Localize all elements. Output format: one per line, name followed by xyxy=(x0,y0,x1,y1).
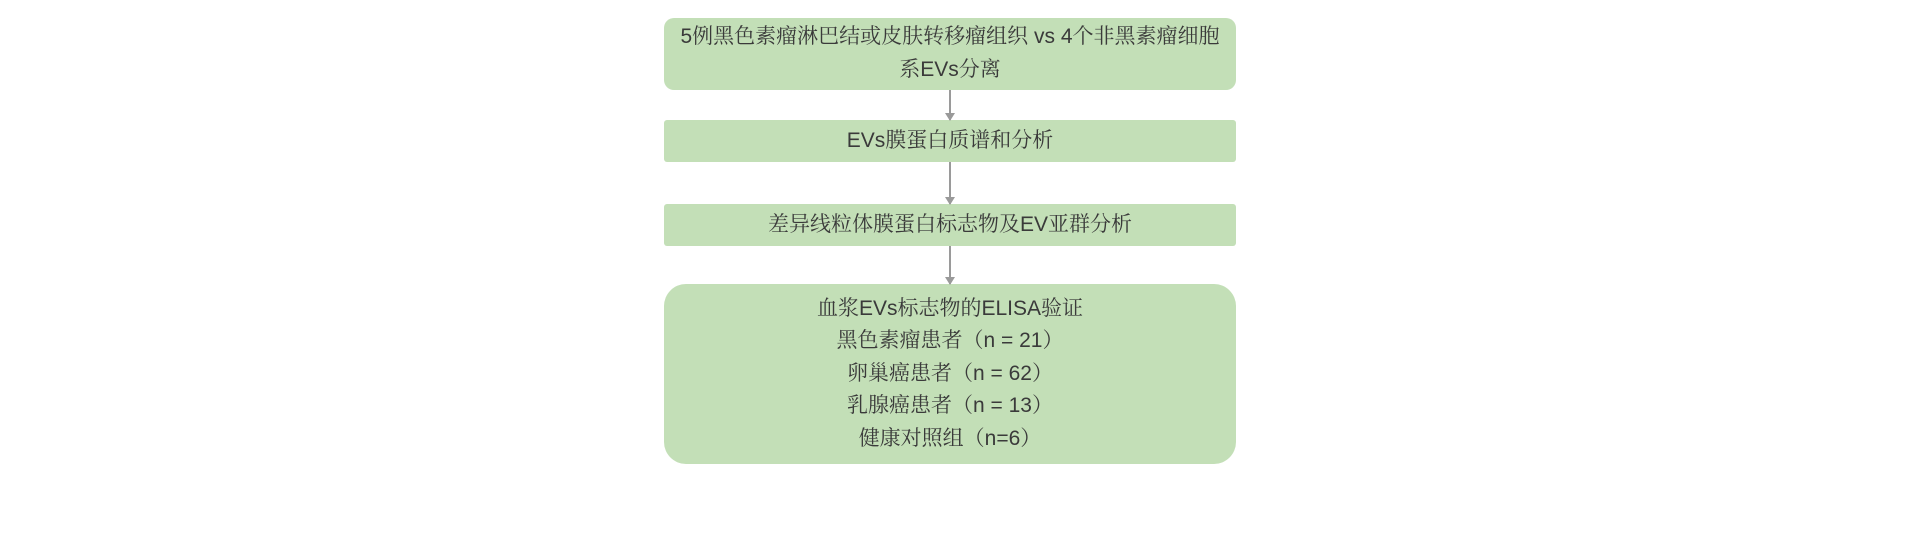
flow-node-sample-isolation-label: 5例黑色素瘤淋巴结或皮肤转移瘤组织 vs 4个非黑素瘤细胞系EVs分离 xyxy=(680,25,1220,81)
elisa-line-ovarian: 卵巢癌患者（n = 62） xyxy=(847,361,1053,385)
elisa-line-melanoma: 黑色素瘤患者（n = 21） xyxy=(836,329,1064,353)
flow-node-marker-analysis-label: 差异线粒体膜蛋白标志物及EV亚群分析 xyxy=(767,212,1132,236)
elisa-line-breast: 乳腺癌患者（n = 13） xyxy=(847,394,1053,418)
flow-arrow-3 xyxy=(949,246,951,284)
flow-arrow-1 xyxy=(949,90,951,120)
flow-node-proteomics xyxy=(664,120,1236,162)
elisa-line-title: 血浆EVs标志物的ELISA验证 xyxy=(816,296,1084,320)
flow-node-sample-isolation xyxy=(664,18,1236,90)
flow-node-elisa-validation-lines xyxy=(817,293,1083,456)
flow-node-proteomics-label: EVs膜蛋白质谱和分析 xyxy=(846,128,1054,152)
flow-node-elisa-validation xyxy=(664,284,1236,464)
flowchart xyxy=(664,0,1236,464)
elisa-line-healthy-control: 健康对照组（n=6） xyxy=(858,426,1042,450)
flow-node-marker-analysis xyxy=(664,204,1236,246)
flow-arrow-2 xyxy=(949,162,951,204)
